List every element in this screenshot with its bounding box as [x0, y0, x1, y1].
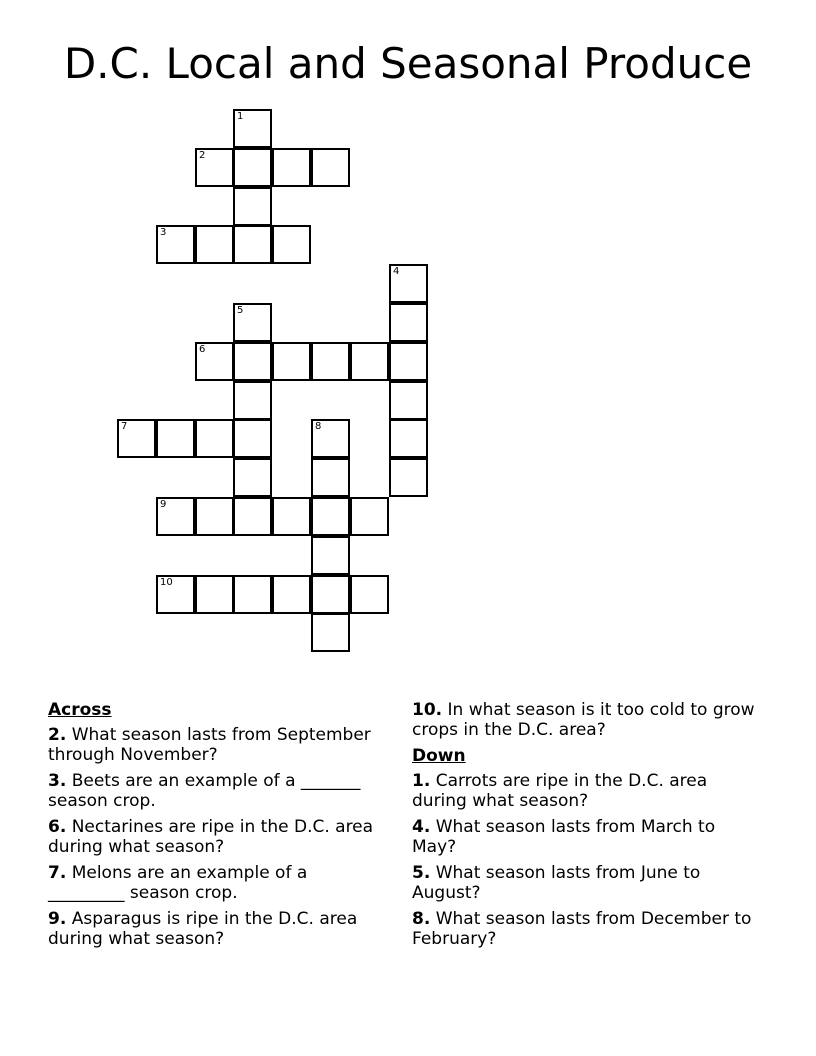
clue-text: Beets are an example of a _______ season crop.: [48, 771, 361, 811]
clue-number: 10.: [412, 700, 443, 720]
grid-cell[interactable]: [272, 148, 311, 187]
grid-cell[interactable]: [311, 342, 350, 381]
grid-cell[interactable]: [350, 342, 389, 381]
clue-across-10: [412, 700, 757, 740]
grid-cell[interactable]: [233, 419, 272, 458]
cell-number: 10: [160, 577, 173, 588]
cell-number: 1: [237, 111, 244, 122]
cell-number: 3: [160, 227, 167, 238]
clue-number: 8.: [412, 909, 431, 929]
grid-cell[interactable]: [156, 575, 195, 614]
clue-down-1: [412, 771, 757, 811]
grid-cell[interactable]: [389, 342, 428, 381]
grid-cell[interactable]: [272, 225, 311, 264]
clue-across-9: [48, 909, 388, 949]
cell-number: 6: [199, 344, 206, 355]
clue-number: 9.: [48, 909, 67, 929]
clue-down-4: [412, 817, 757, 857]
clue-number: 7.: [48, 863, 67, 883]
grid-cell[interactable]: [233, 225, 272, 264]
clue-number: 4.: [412, 817, 431, 837]
grid-cell[interactable]: [272, 342, 311, 381]
grid-cell[interactable]: [311, 458, 350, 497]
grid-cell[interactable]: [311, 419, 350, 458]
grid-cell[interactable]: [350, 575, 389, 614]
clue-down-8: [412, 909, 757, 949]
clue-text: What season lasts from September through November?: [48, 725, 371, 765]
cell-number: 9: [160, 499, 167, 510]
cell-number: 5: [237, 305, 244, 316]
grid-cell[interactable]: [311, 575, 350, 614]
grid-cell[interactable]: [272, 497, 311, 536]
grid-cell[interactable]: [233, 303, 272, 342]
grid-cell[interactable]: [233, 187, 272, 226]
cell-number: 7: [121, 421, 128, 432]
grid-cell[interactable]: [195, 419, 234, 458]
clues-left-column: [48, 700, 388, 955]
clue-number: 2.: [48, 725, 67, 745]
grid-cell[interactable]: [117, 419, 156, 458]
clue-text: Asparagus is ripe in the D.C. area during what season?: [48, 909, 358, 949]
grid-cell[interactable]: [311, 536, 350, 575]
grid-cell[interactable]: [195, 148, 234, 187]
clue-text: Melons are an example of a _________ season crop.: [48, 863, 308, 903]
cell-number: 2: [199, 150, 206, 161]
grid-cell[interactable]: [233, 148, 272, 187]
grid-cell[interactable]: [233, 458, 272, 497]
grid-cell[interactable]: [233, 497, 272, 536]
clue-across-2: [48, 725, 388, 765]
grid-cell[interactable]: [195, 342, 234, 381]
cell-number: 4: [393, 266, 400, 277]
grid-cell[interactable]: [233, 342, 272, 381]
grid-cell[interactable]: [311, 613, 350, 652]
grid-cell[interactable]: [195, 575, 234, 614]
clue-text: What season lasts from June to August?: [412, 863, 701, 903]
clue-text: In what season is it too cold to grow crops in the D.C. area?: [412, 700, 755, 740]
grid-cell[interactable]: [311, 497, 350, 536]
clue-text: What season lasts from December to February?: [412, 909, 752, 949]
clues-right-column: [412, 700, 757, 955]
grid-cell[interactable]: [156, 419, 195, 458]
grid-cell[interactable]: [389, 303, 428, 342]
clue-number: 6.: [48, 817, 67, 837]
page-title: D.C. Local and Seasonal Produce: [63, 39, 753, 88]
grid-cell[interactable]: [195, 497, 234, 536]
cell-number: 8: [315, 421, 322, 432]
grid-cell[interactable]: [233, 109, 272, 148]
clue-across-7: [48, 863, 388, 903]
grid-cell[interactable]: [272, 575, 311, 614]
clue-text: What season lasts from March to May?: [412, 817, 716, 857]
grid-cell[interactable]: [156, 497, 195, 536]
grid-cell[interactable]: [389, 264, 428, 303]
clue-text: Carrots are ripe in the D.C. area during what season?: [412, 771, 708, 811]
grid-cell[interactable]: [389, 419, 428, 458]
clue-number: 5.: [412, 863, 431, 883]
clue-text: Nectarines are ripe in the D.C. area during what season?: [48, 817, 374, 857]
grid-cell[interactable]: [233, 575, 272, 614]
down-heading: Down: [412, 746, 466, 766]
grid-cell[interactable]: [311, 148, 350, 187]
clue-number: 3.: [48, 771, 67, 791]
grid-cell[interactable]: [389, 458, 428, 497]
grid-cell[interactable]: [389, 381, 428, 420]
grid-cell[interactable]: [195, 225, 234, 264]
clue-number: 1.: [412, 771, 431, 791]
across-heading: Across: [48, 700, 112, 720]
grid-cell[interactable]: [156, 225, 195, 264]
grid-cell[interactable]: [233, 381, 272, 420]
clue-across-6: [48, 817, 388, 857]
grid-cell[interactable]: [350, 497, 389, 536]
clue-across-3: [48, 771, 388, 811]
clue-down-5: [412, 863, 757, 903]
